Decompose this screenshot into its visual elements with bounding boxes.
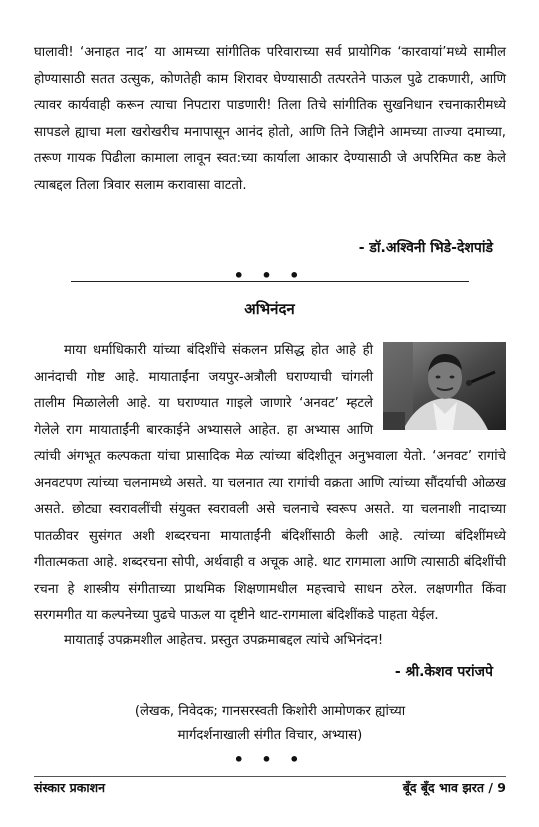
portrait-photo-icon [383,342,506,430]
closing-line-text: मायाताई उपक्रमशील आहेतच. प्रस्तुत उपक्रमाबद्दल त्यांचे अभिनंदन! [64,633,384,648]
author-note [34,700,506,748]
closing-line [34,628,506,655]
separator-dots: • • • [233,266,306,285]
signature-ashwini: - डॉ.अश्विनी भिडे-देशपांडे [358,240,493,256]
separator-dots-bottom: • • • [233,750,306,769]
author-note-line-1: (लेखक, निवेदक; गानसरस्वती किशोरी आमोणकर ह्यांच्या [134,704,406,719]
author-note-line-2: मार्गदर्शनाखाली संगीत विचार, अभ्यास) [177,728,363,743]
footer-page-number: बूँद बूँद भाव झरत / 9 [402,780,506,795]
abhinandan-paragraph-text: माया धर्माधिकारी यांच्या बंदिशींचे संकलन प्रसिद्ध होत आहे ही आनंदाची गोष्ट आहे. मायाताईंना जयपुर-अत्रौली घराण्याची चांगली तालीम मिळालेली आहे. या घराण्यात गाइले जाणारे ‘अनवट’ म्हटले गेलेले राग मायाताईंनी बारकाईने अभ्यासले आहेत. हा अभ्यास आणि त्यांची अंगभूत कल्पकता यांचा प्रासादिक मेळ त्यांच्या बंदिशीतून अनुभवाला येतो. ‘अनवट’ रागांचे अनवटपण त्यांच्या चलनामध्ये असते. या चलनात त्या रागांची वक्रता आणि त्यांच्या सौंदर्याची ओळख असते. छोट्या स्वरावलींची संयुक्त स्वरावली असे चलनाचे स्वरूप असते. या चलनाशी नादाच्या पातळीवर सुसंगत अशी शब्दरचना मायाताईंनी बंदिशींसाठी केली आहे. त्यांच्या बंदिशींमध्ये गीतात्मकता आहे. शब्दरचना सोपी, अर्थवाही व अचूक आहे. थाट रागमाला आणि त्यासाठी बंदिशींची रचना हे शास्त्रीय संगीताच्या प्राथमिक शिक्षणामधील महत्त्वाचे साधन ठरेल. लक्षणगीत किंवा सरगमगीत या कल्पनेच्या पुढचे पाऊल या दृष्टीने थाट-रागमाला बंदिशींकडे पाहता येईल. [34,343,506,623]
intro-paragraph: घालावी! ‘अनाहत नाद’ या आमच्या सांगीतिक परिवाराच्या सर्व प्रायोगिक ‘कारवायां’मध्ये सामील होण्यासाठी सतत उत्सुक, कोणतेही काम शिरावर घेण्यासाठी तत्परतेने पाऊल पुढे टाकणारी, आणि त्यावर कार्यवाही करून त्याचा निपटारा पाडणारी! तिला तिचे सांगीतिक सुखनिधान रचनाकारीमध्ये सापडले ह्याचा मला खरोखरीच मनापासून आनंद होतो, आणि तिने जिद्दीने आमच्या ताज्या दमाच्या, तरूण गायक पिढीला कामाला लावून स्वत:च्या कार्याला आकार देण्यासाठी जे अपरिमित कष्ट केले त्याबद्दल तिला त्रिवार सलाम करावासा वाटतो. [34,45,506,193]
horizontal-rule [71,281,469,282]
signature-keshav: - श्री.केशव परांजपे [394,664,493,680]
abhinandan-section [34,338,506,630]
footer-publisher: संस्कार प्रकाशन [34,780,106,795]
footer-rule [34,776,506,777]
section-heading: अभिनंदन [244,300,295,318]
